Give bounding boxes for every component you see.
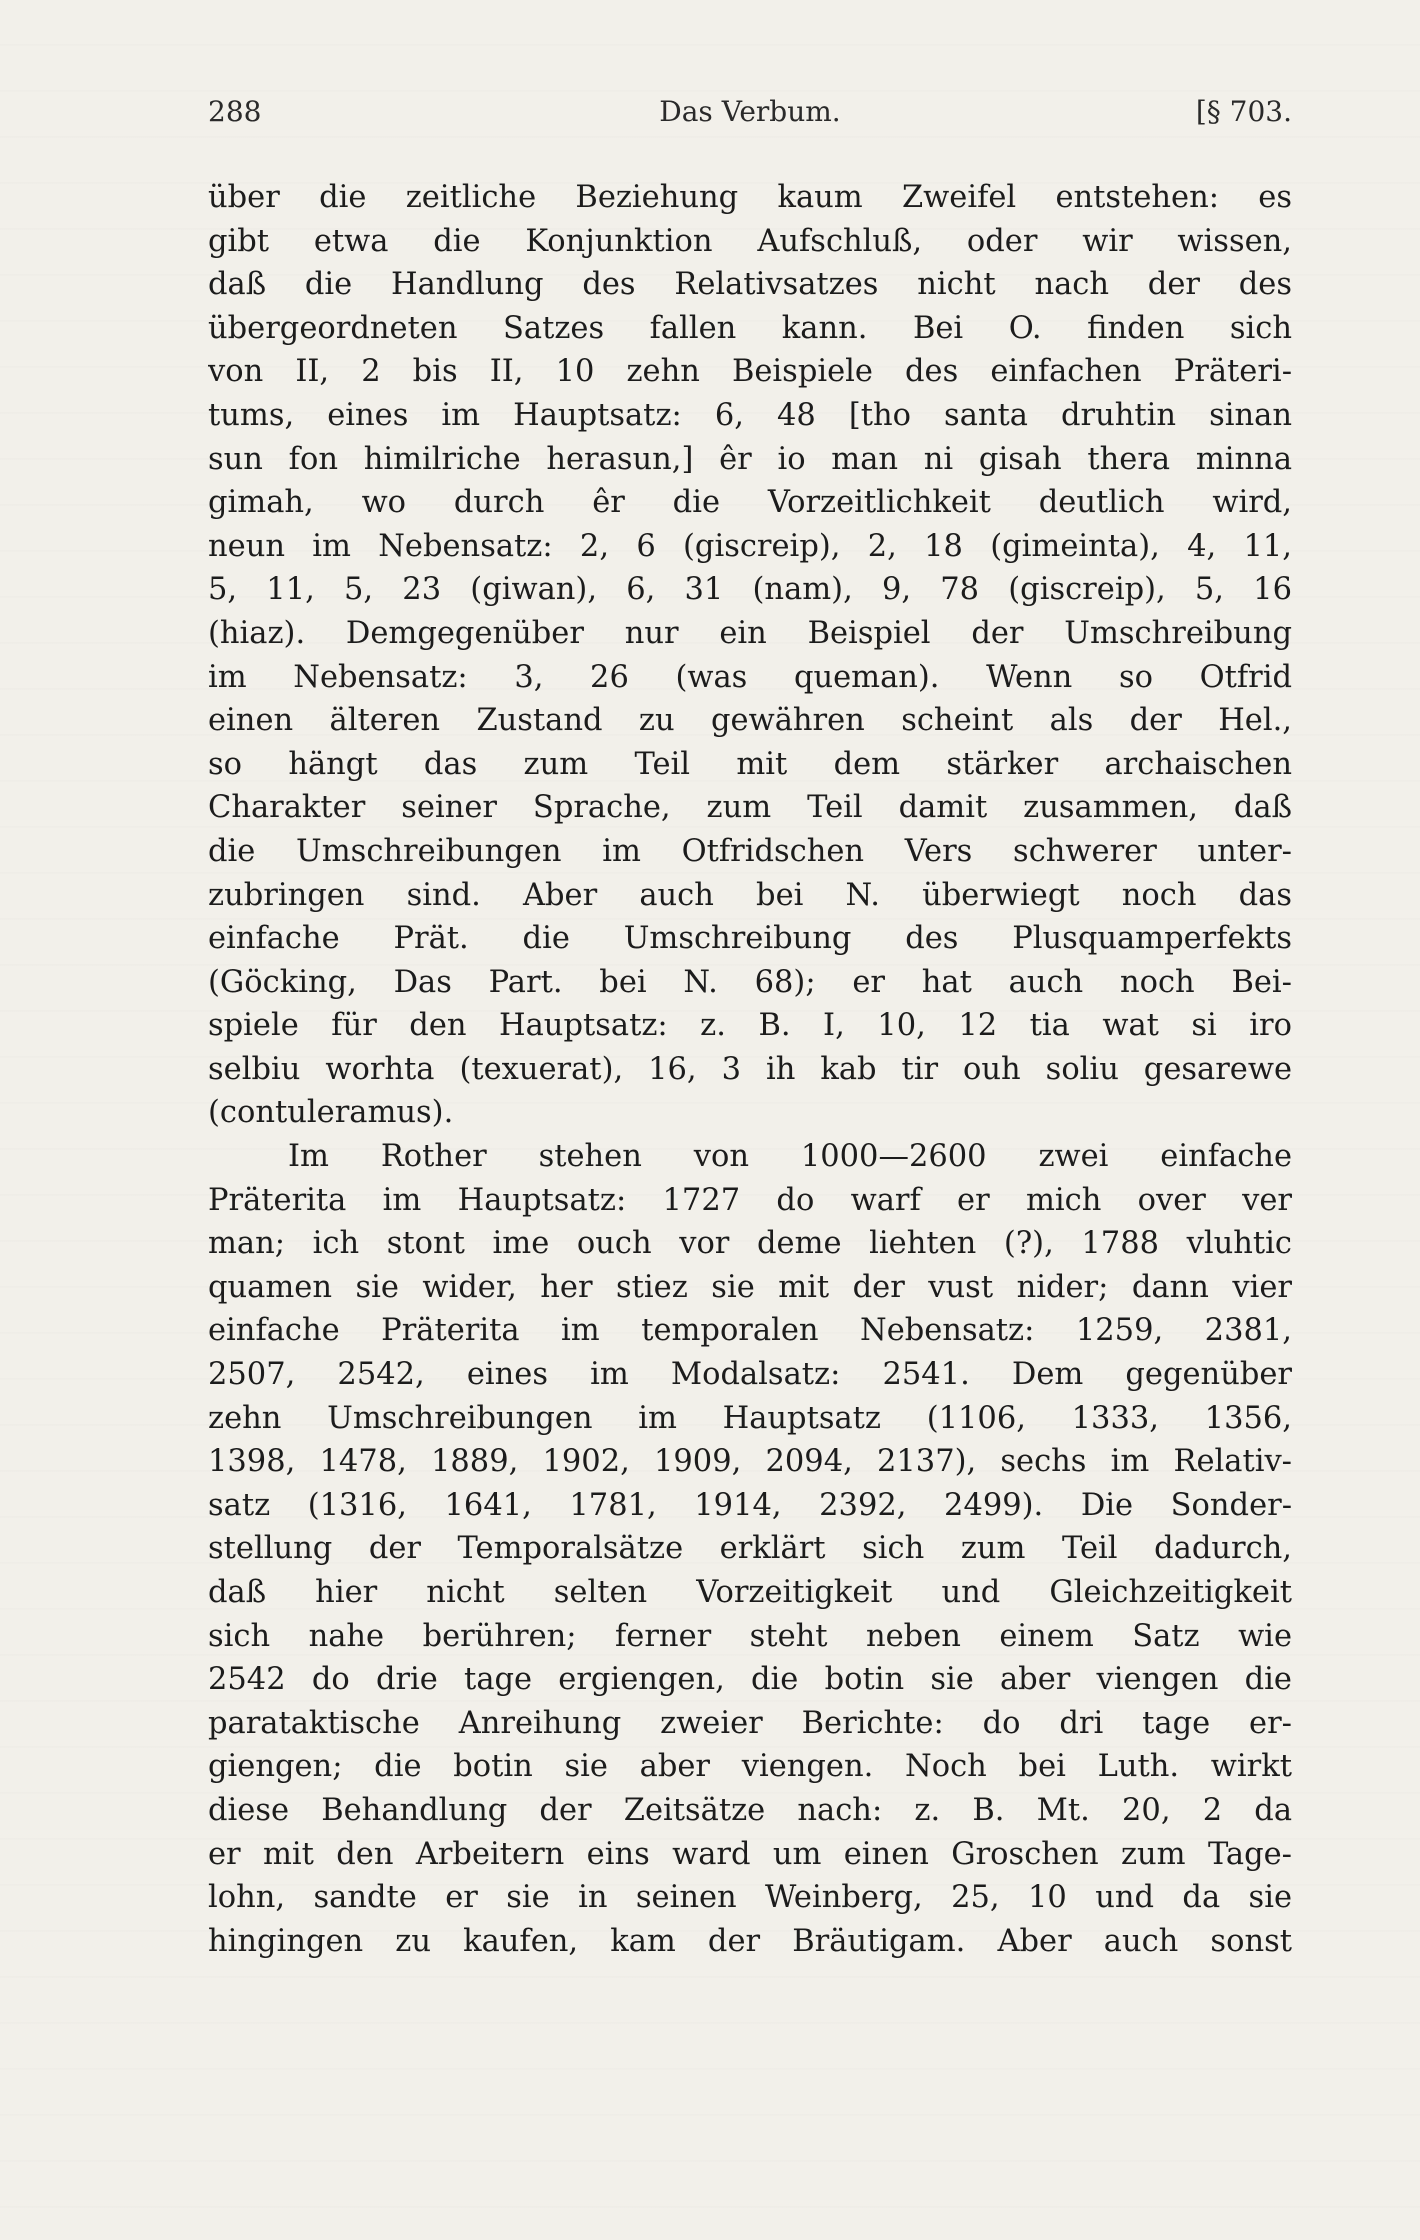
text-line: einfache Prät. die Umschreibung des Plusquamperfekts xyxy=(208,921,1292,957)
paragraph-start-line: Im Rother stehen von 1000—2600 zwei einfache xyxy=(288,1139,1292,1175)
page-header xyxy=(208,95,1292,139)
text-line: quamen sie wider, her stiez sie mit der vust nider; dann vier xyxy=(208,1269,1292,1305)
text-line: lohn, sandte er sie in seinen Weinberg, 25, 10 und da sie xyxy=(208,1880,1292,1916)
text-line: man; ich stont ime ouch vor deme liehten (?), 1788 vluhtic xyxy=(208,1226,1292,1262)
text-line: sich nahe berühren; ferner steht neben einem Satz wie xyxy=(208,1618,1292,1654)
running-title: Das Verbum. xyxy=(659,95,841,128)
text-line: daß hier nicht selten Vorzeitigkeit und Gleichzeitigkeit xyxy=(208,1575,1292,1610)
text-line: einfache Präterita im temporalen Nebensatz: 1259, 2381, xyxy=(208,1313,1292,1349)
text-line: daß die Handlung des Relativsatzes nicht nach der des xyxy=(208,267,1292,303)
text-line: einen älteren Zustand zu gewähren scheint als der Hel., xyxy=(208,703,1292,739)
section-reference: [§ 703. xyxy=(1195,95,1292,128)
text-line: er mit den Arbeitern eins ward um einen Groschen zum Tage- xyxy=(208,1836,1292,1872)
text-line: (hiaz). Demgegenüber nur ein Beispiel der Umschreibung xyxy=(208,615,1292,651)
text-line: zehn Umschreibungen im Hauptsatz (1106, 1333, 1356, xyxy=(208,1400,1292,1436)
text-line: 2542 do drie tage ergiengen, die botin sie aber viengen die xyxy=(208,1662,1292,1698)
text-line: gimah, wo durch êr die Vorzeitlichkeit deutlich wird, xyxy=(208,485,1292,521)
paragraph-end-line: (contuleramus). xyxy=(208,1095,454,1131)
text-line: tums, eines im Hauptsatz: 6, 48 [tho santa druhtin sinan xyxy=(208,397,1292,433)
text-line: giengen; die botin sie aber viengen. Noch bei Luth. wirkt xyxy=(208,1749,1292,1785)
text-line: spiele für den Hauptsatz: z. B. I, 10, 12 tia wat si iro xyxy=(208,1008,1292,1044)
text-line: so hängt das zum Teil mit dem stärker archaischen xyxy=(208,746,1292,782)
text-line: diese Behandlung der Zeitsätze nach: z. B. Mt. 20, 2 da xyxy=(208,1792,1292,1828)
text-line: (Göcking, Das Part. bei N. 68); er hat auch noch Bei- xyxy=(208,964,1292,1000)
page-number: 288 xyxy=(208,95,262,128)
text-line: satz (1316, 1641, 1781, 1914, 2392, 2499). Die Sonder- xyxy=(208,1487,1292,1523)
text-line: im Nebensatz: 3, 26 (was queman). Wenn so Otfrid xyxy=(208,659,1292,695)
text-line: übergeordneten Satzes fallen kann. Bei O. finden sich xyxy=(208,310,1292,346)
text-line: sun fon himilriche herasun,] êr io man ni gisah thera minna xyxy=(208,441,1292,477)
text-line: neun im Nebensatz: 2, 6 (giscreip), 2, 18 (gimeinta), 4, 11, xyxy=(208,528,1292,564)
text-line: 1398, 1478, 1889, 1902, 1909, 2094, 2137), sechs im Relativ- xyxy=(208,1444,1292,1480)
text-line: Präterita im Hauptsatz: 1727 do warf er mich over ver xyxy=(208,1182,1292,1218)
text-line: selbiu worhta (texuerat), 16, 3 ih kab tir ouh soliu gesarewe xyxy=(208,1051,1292,1087)
text-line: 5, 11, 5, 23 (giwan), 6, 31 (nam), 9, 78 (giscreip), 5, 16 xyxy=(208,572,1292,608)
text-line: stellung der Temporalsätze erklärt sich zum Teil dadurch, xyxy=(208,1531,1292,1567)
text-line: gibt etwa die Konjunktion Aufschluß, oder wir wissen, xyxy=(208,223,1292,259)
text-line: parataktische Anreihung zweier Berichte: do dri tage er- xyxy=(208,1705,1292,1741)
text-line: 2507, 2542, eines im Modalsatz: 2541. Dem gegenüber xyxy=(208,1357,1292,1393)
text-line: über die zeitliche Beziehung kaum Zweifel entstehen: es xyxy=(208,180,1292,215)
text-line: zubringen sind. Aber auch bei N. überwiegt noch das xyxy=(208,877,1292,913)
body-text xyxy=(208,176,1292,1963)
text-line: die Umschreibungen im Otfridschen Vers schwerer unter- xyxy=(208,833,1292,869)
text-line: von II, 2 bis II, 10 zehn Beispiele des einfachen Präteri- xyxy=(208,354,1292,390)
text-line: Charakter seiner Sprache, zum Teil damit zusammen, daß xyxy=(208,790,1292,826)
text-line: hingingen zu kaufen, kam der Bräutigam. Aber auch sonst xyxy=(208,1923,1292,1959)
